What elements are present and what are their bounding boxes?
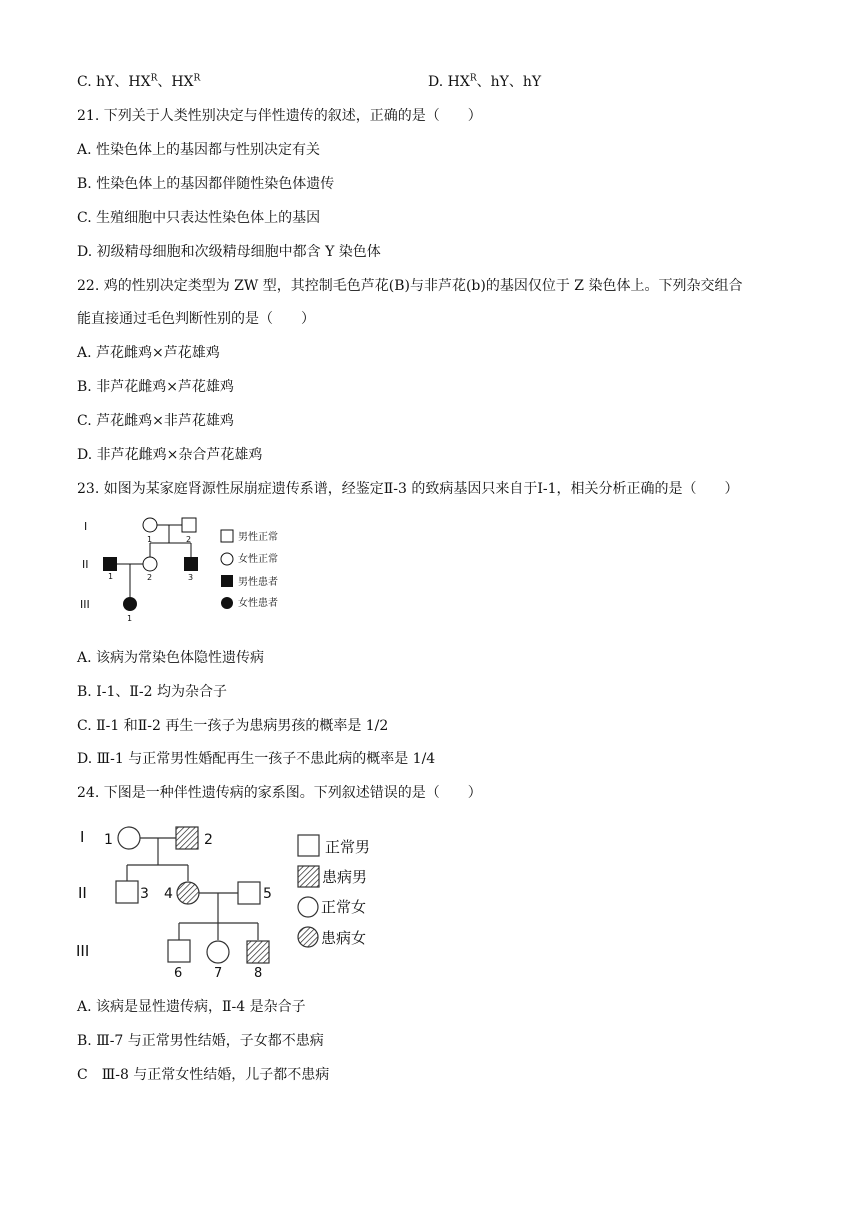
svg-text:6: 6 [174, 966, 183, 981]
q24-iii6-normal-male [168, 940, 190, 962]
q24-ii3-normal-male [116, 881, 138, 903]
q24-legend-affected-male: 患病男 [322, 868, 368, 886]
svg-text:2: 2 [204, 832, 213, 848]
q23-gen-label-3: III [80, 598, 90, 611]
q22-option-a: A. 芦花雌鸡×芦花雄鸡 [77, 345, 220, 361]
q24-ii4-affected-female [177, 882, 199, 904]
q23-option-a: A. 该病为常染色体隐性遗传病 [77, 650, 265, 666]
svg-text:7: 7 [214, 966, 223, 981]
svg-text:2: 2 [186, 535, 192, 544]
q24-i1-normal-female [118, 827, 140, 849]
svg-text:2: 2 [147, 573, 153, 582]
q23-option-c: C. Ⅱ-1 和Ⅱ-2 再生一孩子为患病男孩的概率是 1/2 [77, 718, 389, 734]
q23-gen-label-1: I [84, 520, 88, 533]
q23-legend-affected-male-icon [221, 575, 233, 587]
q24-ii5-normal-male [238, 882, 260, 904]
q23-iii1-affected-female [123, 597, 137, 611]
svg-text:4: 4 [164, 886, 173, 902]
q24-legend-normal-male-icon [298, 835, 319, 856]
svg-text:1: 1 [108, 572, 114, 581]
q22-option-d: D. 非芦花雌鸡×杂合芦花雄鸡 [77, 447, 263, 463]
q21-option-a: A. 性染色体上的基因都与性别决定有关 [77, 142, 321, 158]
q22-option-b: B. 非芦花雌鸡×芦花雄鸡 [77, 379, 234, 395]
q21-option-d: D. 初级精母细胞和次级精母细胞中都含 Y 染色体 [77, 244, 381, 260]
q23-legend-normal-male: 男性正常 [238, 532, 278, 543]
svg-text:8: 8 [254, 966, 263, 981]
q24-legend-affected-female-icon [298, 927, 318, 947]
q24-gen-label-3: III [76, 942, 90, 960]
q24-stem: 24. 下图是一种伴性遗传病的家系图。下列叙述错误的是（ ） [77, 785, 482, 801]
svg-text:3: 3 [188, 573, 194, 582]
q24-legend-normal-female: 正常女 [321, 898, 367, 916]
svg-text:3: 3 [140, 886, 149, 902]
q24-option-a: A. 该病是显性遗传病，Ⅱ-4 是杂合子 [77, 999, 306, 1015]
q23-legend-normal-female: 女性正常 [238, 554, 278, 565]
q23-legend-affected-male: 男性患者 [238, 577, 278, 588]
svg-text:5: 5 [263, 886, 272, 902]
q23-stem: 23. 如图为某家庭肾源性尿崩症遗传系谱，经鉴定Ⅱ-3 的致病基因只来自于Ⅰ-1，相关分析正确的是（ ） [77, 481, 739, 497]
q21-stem: 21. 下列关于人类性别决定与伴性遗传的叙述，正确的是（ ） [77, 108, 482, 124]
q24-legend-normal-male: 正常男 [325, 838, 371, 856]
q24-pedigree [76, 816, 386, 981]
q24-legend-affected-female: 患病女 [321, 929, 367, 947]
q20-option-d: D. $HX^R$、hY、hY [428, 73, 542, 90]
q23-pedigree [78, 510, 298, 630]
q23-legend-normal-male-icon [221, 530, 233, 542]
q20-option-c: C. hY、$HX^R$、$HX^R$ [77, 73, 201, 90]
q21-option-c: C. 生殖细胞中只表达性染色体上的基因 [77, 210, 321, 226]
q21-option-b: B. 性染色体上的基因都伴随性染色体遗传 [77, 176, 335, 192]
q23-i1-normal-female [143, 518, 157, 532]
q23-i2-normal-male [182, 518, 196, 532]
q24-option-c: C Ⅲ-8 与正常女性结婚，儿子都不患病 [77, 1067, 330, 1083]
q24-iii7-normal-female [207, 941, 229, 963]
q23-option-b: B. Ⅰ-1、Ⅱ-2 均为杂合子 [77, 684, 227, 700]
q24-gen-label-2: II [78, 884, 87, 902]
svg-text:1: 1 [127, 614, 133, 623]
q24-legend-normal-female-icon [298, 897, 318, 917]
q24-legend-affected-male-icon [298, 866, 319, 887]
q22-stem-line1: 22. 鸡的性别决定类型为 ZW 型，其控制毛色芦花(B)与非芦花(b)的基因仅位于 Z 染色体上。下列杂交组合 [77, 278, 743, 294]
q23-ii1-affected-male [103, 557, 117, 571]
q24-gen-label-1: I [80, 828, 85, 846]
svg-text:1: 1 [104, 832, 113, 848]
q23-legend-affected-female: 女性患者 [238, 598, 278, 609]
q23-legend-affected-female-icon [221, 597, 233, 609]
q23-ii3-affected-male [184, 557, 198, 571]
q24-iii8-affected-male [247, 941, 269, 963]
q23-ii2-normal-female [143, 557, 157, 571]
svg-text:1: 1 [147, 535, 153, 544]
q24-option-b: B. Ⅲ-7 与正常男性结婚，子女都不患病 [77, 1033, 324, 1049]
q22-option-c: C. 芦花雌鸡×非芦花雄鸡 [77, 413, 234, 429]
q23-gen-label-2: II [82, 558, 89, 571]
q22-stem-line2: 能直接通过毛色判断性别的是（ ） [77, 311, 315, 327]
q24-i2-affected-male [176, 827, 198, 849]
q23-legend-normal-female-icon [221, 553, 233, 565]
q23-option-d: D. Ⅲ-1 与正常男性婚配再生一孩子不患此病的概率是 1/4 [77, 751, 436, 767]
